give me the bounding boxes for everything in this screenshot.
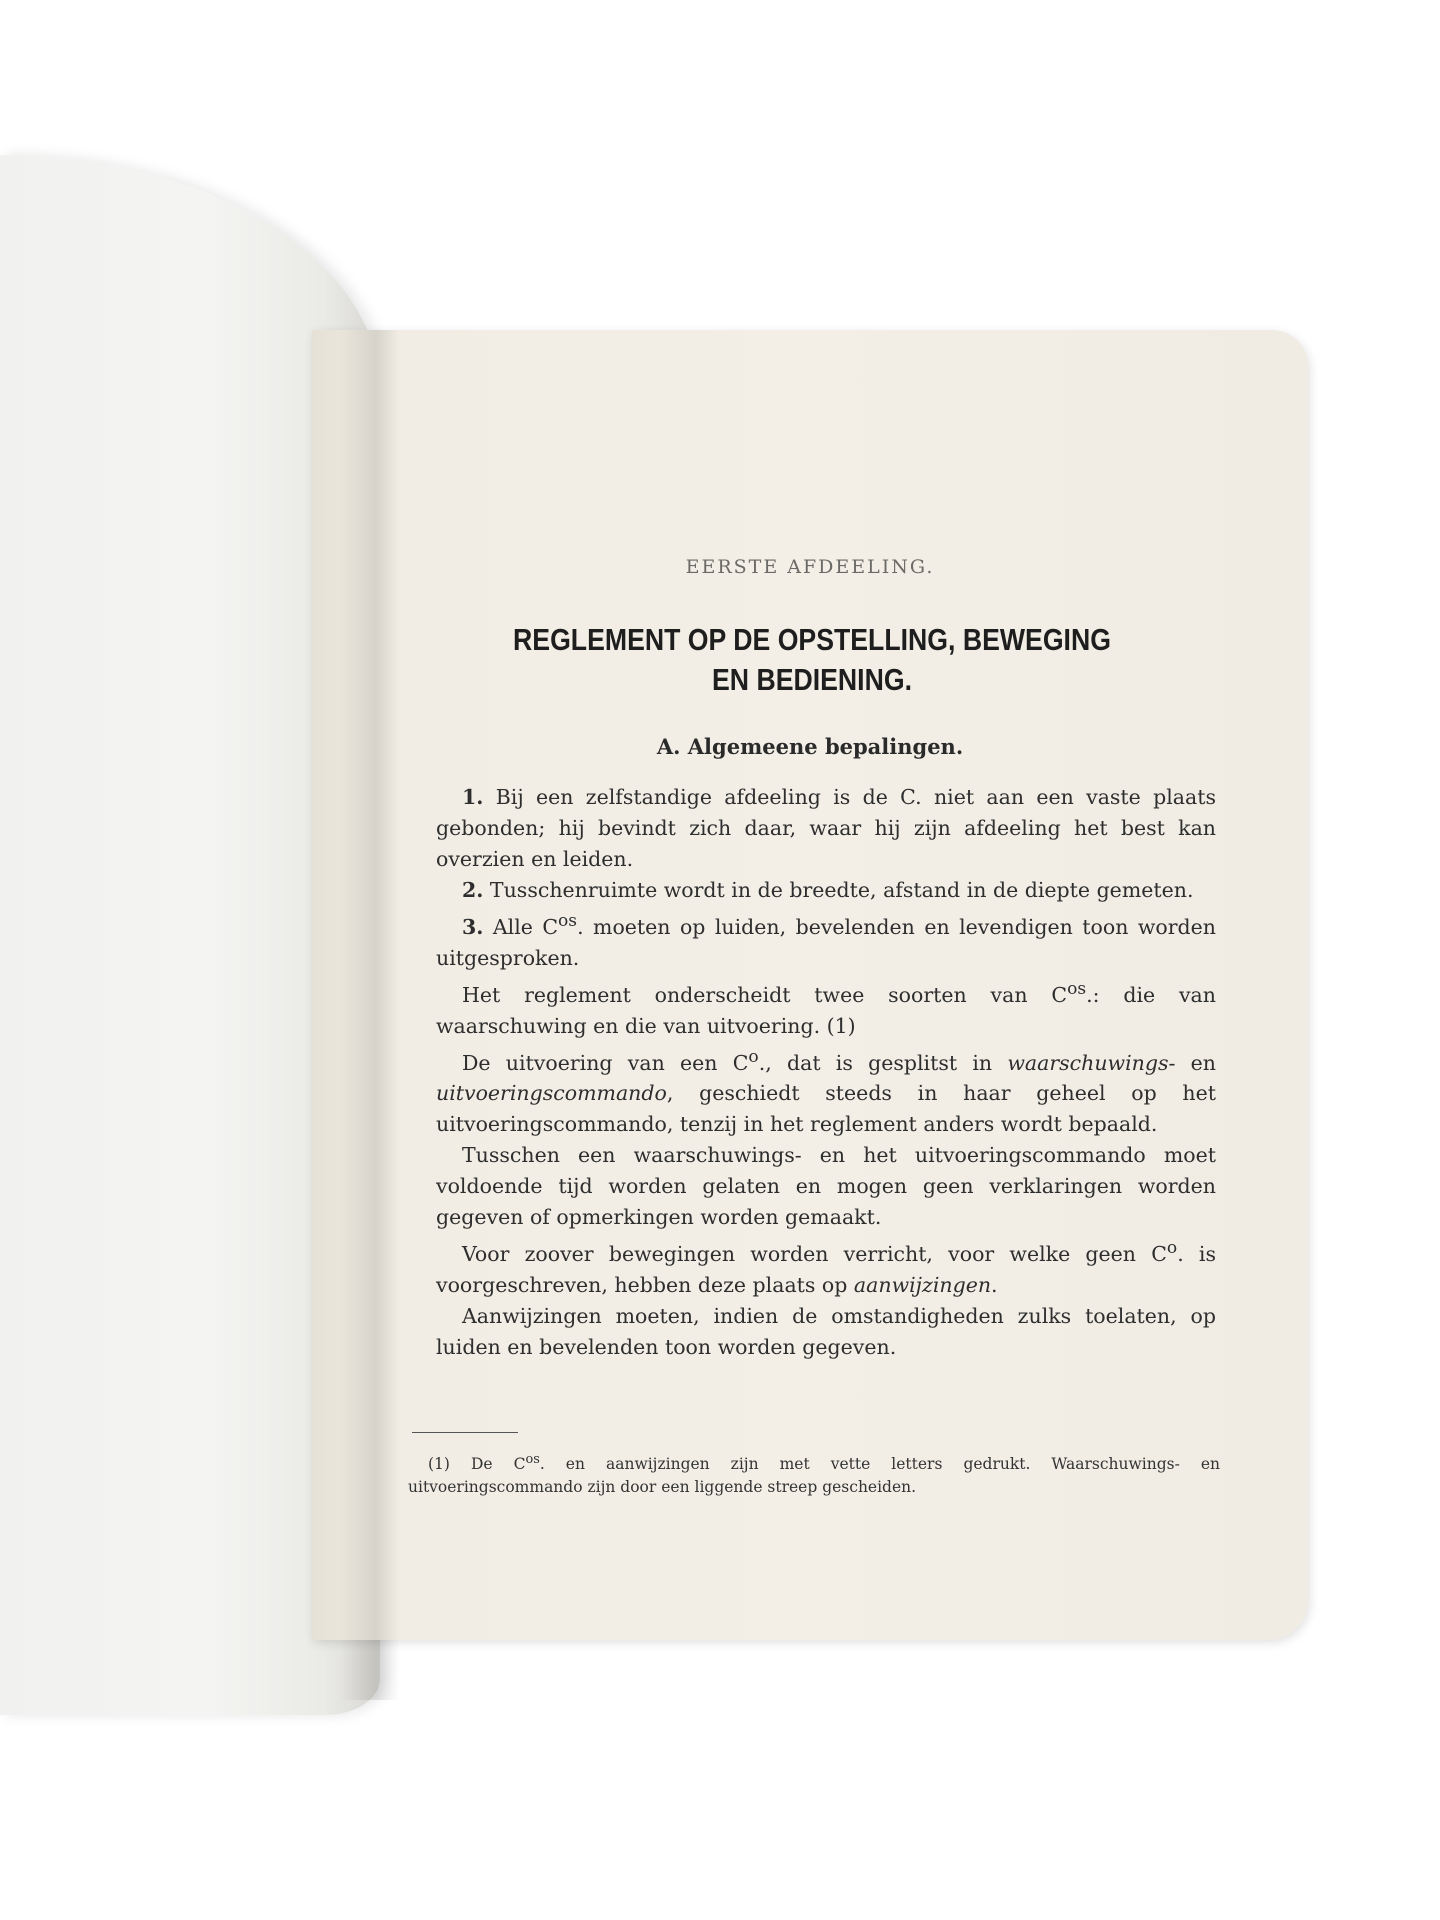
page-title-line-2: EN BEDIENING.	[712, 662, 912, 697]
paragraph-3: 3. Alle $C^{os}$. moeten op luiden, bevelenden en levendigen toon worden uitgesproken.	[436, 911, 1216, 970]
paragraph-8: Aanwijzingen moeten, indien de omstandigheden zulks toelaten, op luiden en bevelenden toon worden gegeven.	[436, 1304, 1216, 1360]
paragraph-number: 1.	[462, 785, 484, 809]
paragraph-6: Tusschen een waarschuwings- en het uitvoeringscommando moet voldoende tijd worden gelaten en mogen geen verklaringen worden gegeven of opmerkingen worden gemaakt.	[436, 1143, 1216, 1230]
footnote-text: (1) De $C^{os}$. en aanwijzingen zijn met vette letters gedrukt. Waarschuwings- en uitvoeringscommando zijn door een liggende streep gescheiden.	[408, 1452, 1220, 1497]
paragraph-4: Het reglement onderscheidt twee soorten van $C^{os}$.: die van waarschuwing en die van uitvoering. (1)	[436, 978, 1216, 1038]
paragraph-number: 3.	[462, 914, 484, 939]
paragraph-2: 2. Tusschenruimte wordt in de breedte, afstand in de diepte gemeten.	[462, 878, 1194, 902]
paragraph-7: Voor zoover bewegingen worden verricht, voor welke geen $C^o$. is voorgeschreven, hebben deze plaats op aanwijzingen.	[436, 1238, 1217, 1298]
footnote-divider	[412, 1432, 518, 1433]
paragraph-1: 1. Bij een zelfstandige afdeeling is de C. niet aan een vaste plaats gebonden; hij bevindt zich daar, waar hij zijn afdeeling het best kan overzien en leiden.	[436, 785, 1216, 871]
page-title	[416, 620, 1207, 700]
section-heading: A. Algemeene bepalingen.	[656, 734, 964, 759]
section-label: EERSTE AFDEELING.	[685, 556, 935, 578]
right-page	[312, 330, 1308, 1640]
paragraph-number: 2.	[462, 878, 484, 902]
book-gutter-shadow	[340, 330, 400, 1700]
footnote	[408, 1448, 1220, 1499]
body-text	[436, 782, 1216, 1363]
page-title-line-1: REGLEMENT OP DE OPSTELLING, BEWEGING	[513, 622, 1111, 657]
paragraph-5: De uitvoering van een $C^o$., dat is gesplitst in waarschuwings- en uitvoeringscommando, geschiedt steeds in haar geheel op het uitvoeringscommando, tenzij in het reglement anders wordt bepaald.	[436, 1046, 1216, 1137]
